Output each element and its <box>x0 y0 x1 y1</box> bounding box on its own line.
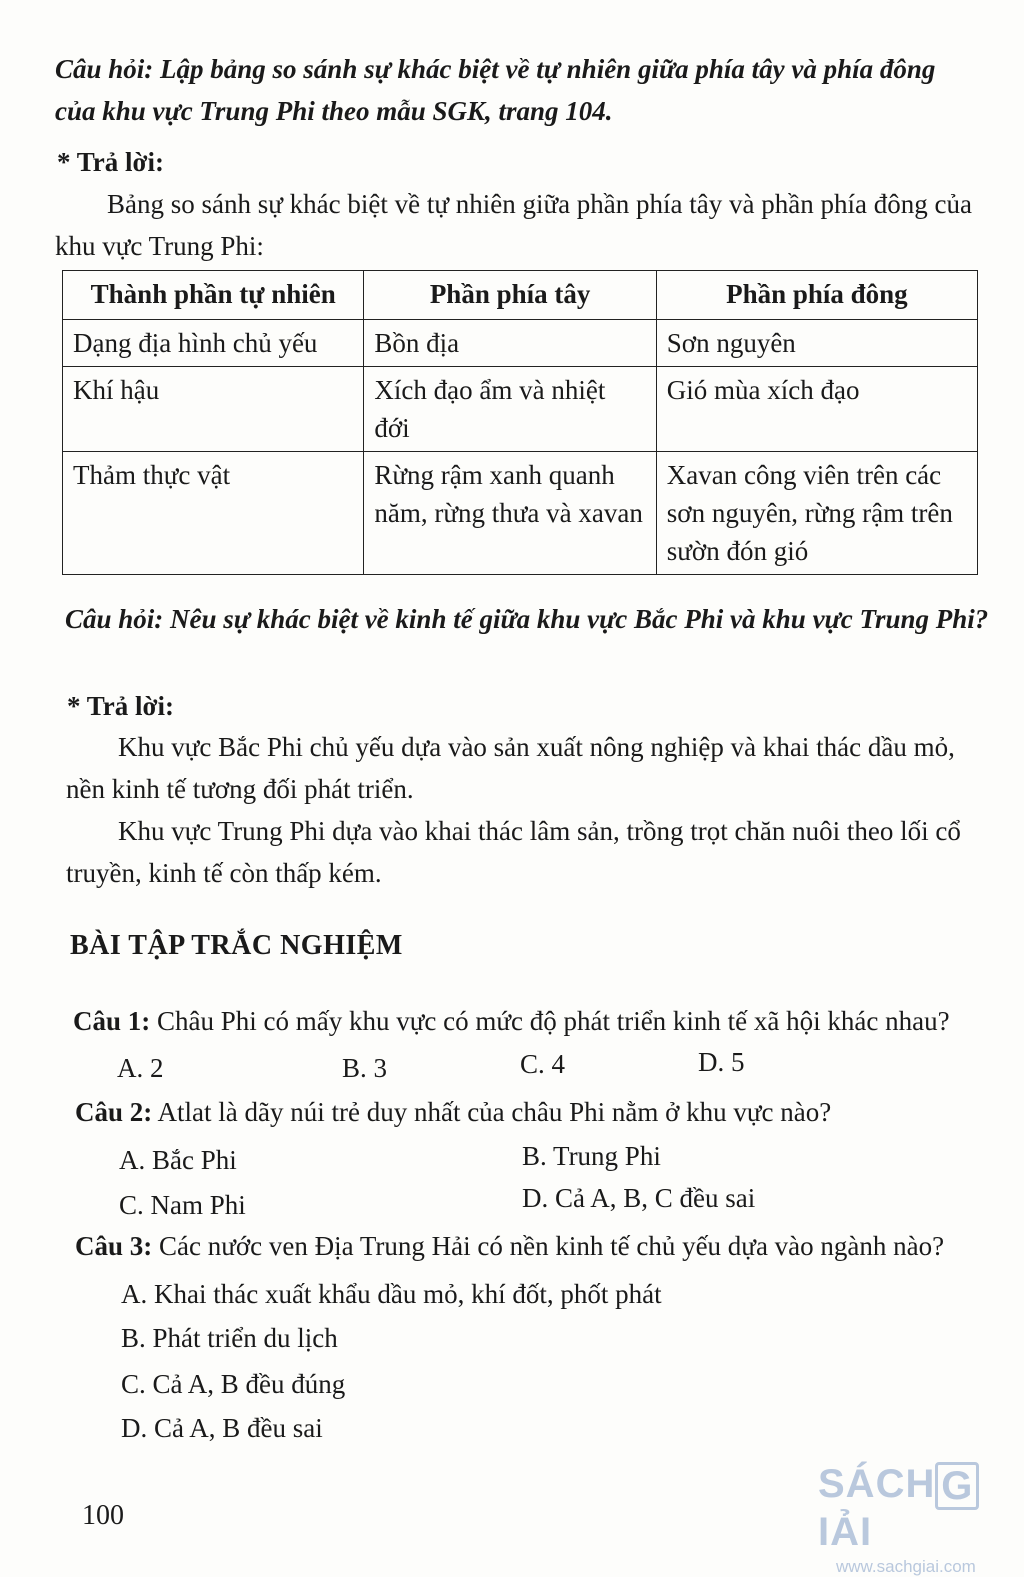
answer-1-intro: Bảng so sánh sự khác biệt về tự nhiên giữa phần phía tây và phần phía đông của khu vực Trung Phi: <box>55 189 972 261</box>
question-number: Câu 1: <box>73 1006 151 1036</box>
quiz-question-1 <box>73 1003 950 1039</box>
table-row <box>63 367 978 452</box>
question-number: Câu 2: <box>75 1097 153 1127</box>
quiz-option: B. 3 <box>342 1053 388 1083</box>
answer-2-paragraph-2: Khu vực Trung Phi dựa vào khai thác lâm sản, trồng trọt chăn nuôi theo lối cổ truyền, kinh tế còn thấp kém. <box>66 816 961 888</box>
question-text: Atlat là dãy núi trẻ duy nhất của châu Phi nằm ở khu vực nào? <box>157 1097 832 1127</box>
watermark-logo <box>818 1462 1018 1577</box>
question-2-title: Câu hỏi: Nêu sự khác biệt về kinh tế giữa khu vực Bắc Phi và khu vực Trung Phi? <box>65 604 989 634</box>
table-cell: Dạng địa hình chủ yếu <box>63 320 364 367</box>
answer-2-label: * Trả lời: <box>67 691 174 721</box>
question-text: Các nước ven Địa Trung Hải có nền kinh tế chủ yếu dựa vào ngành nào? <box>159 1231 945 1261</box>
table-cell: Gió mùa xích đạo <box>656 367 977 452</box>
table-cell: Xích đạo ẩm và nhiệt đới <box>364 367 656 452</box>
table-header-row <box>63 271 978 320</box>
quiz-option: A. Bắc Phi <box>119 1145 237 1175</box>
quiz-option: B. Trung Phi <box>522 1141 661 1171</box>
watermark-url: www.sachgiai.com <box>836 1557 976 1577</box>
answer-2-paragraph-1: Khu vực Bắc Phi chủ yếu dựa vào sản xuất nông nghiệp và khai thác dầu mỏ, nền kinh tế tương đối phát triển. <box>66 732 955 804</box>
table-header-cell: Phần phía đông <box>656 271 977 320</box>
quiz-option: A. 2 <box>117 1053 164 1083</box>
table-header-cell: Phần phía tây <box>364 271 656 320</box>
question-1-title: Câu hỏi: Lập bảng so sánh sự khác biệt về tự nhiên giữa phía tây và phía đông của khu vực Trung Phi theo mẫu SGK, trang 104. <box>55 54 936 126</box>
table-cell: Rừng rậm xanh quanh năm, rừng thưa và xavan <box>364 452 656 575</box>
quiz-option: D. 5 <box>698 1047 745 1077</box>
quiz-heading: BÀI TẬP TRẮC NGHIỆM <box>70 930 403 961</box>
table-cell: Thảm thực vật <box>63 452 364 575</box>
table-row <box>63 452 978 575</box>
quiz-option: D. Cả A, B, C đều sai <box>522 1183 756 1213</box>
table-cell: Xavan công viên trên các sơn nguyên, rừng rậm trên sườn đón gió <box>656 452 977 575</box>
logo-g-icon: G <box>935 1462 979 1510</box>
watermark-brand: SÁCH GIẢI <box>818 1462 1018 1555</box>
table-header-cell: Thành phần tự nhiên <box>63 271 364 320</box>
quiz-question-2 <box>75 1094 831 1130</box>
comparison-table <box>62 270 978 575</box>
table-row <box>63 320 978 367</box>
table-cell: Khí hậu <box>63 367 364 452</box>
table-cell: Sơn nguyên <box>656 320 977 367</box>
question-number: Câu 3: <box>75 1231 153 1261</box>
table-cell: Bồn địa <box>364 320 656 367</box>
answer-1-label: * Trả lời: <box>57 147 164 177</box>
quiz-option: B. Phát triển du lịch <box>121 1323 338 1353</box>
quiz-question-3 <box>75 1228 944 1264</box>
quiz-option: C. 4 <box>520 1049 566 1079</box>
question-text: Châu Phi có mấy khu vực có mức độ phát triển kinh tế xã hội khác nhau? <box>157 1006 950 1036</box>
quiz-option: C. Cả A, B đều đúng <box>121 1369 346 1399</box>
quiz-option: A. Khai thác xuất khẩu dầu mỏ, khí đốt, phốt phát <box>121 1279 662 1309</box>
quiz-option: C. Nam Phi <box>119 1190 246 1220</box>
page-number: 100 <box>82 1500 124 1531</box>
quiz-option: D. Cả A, B đều sai <box>121 1413 323 1443</box>
